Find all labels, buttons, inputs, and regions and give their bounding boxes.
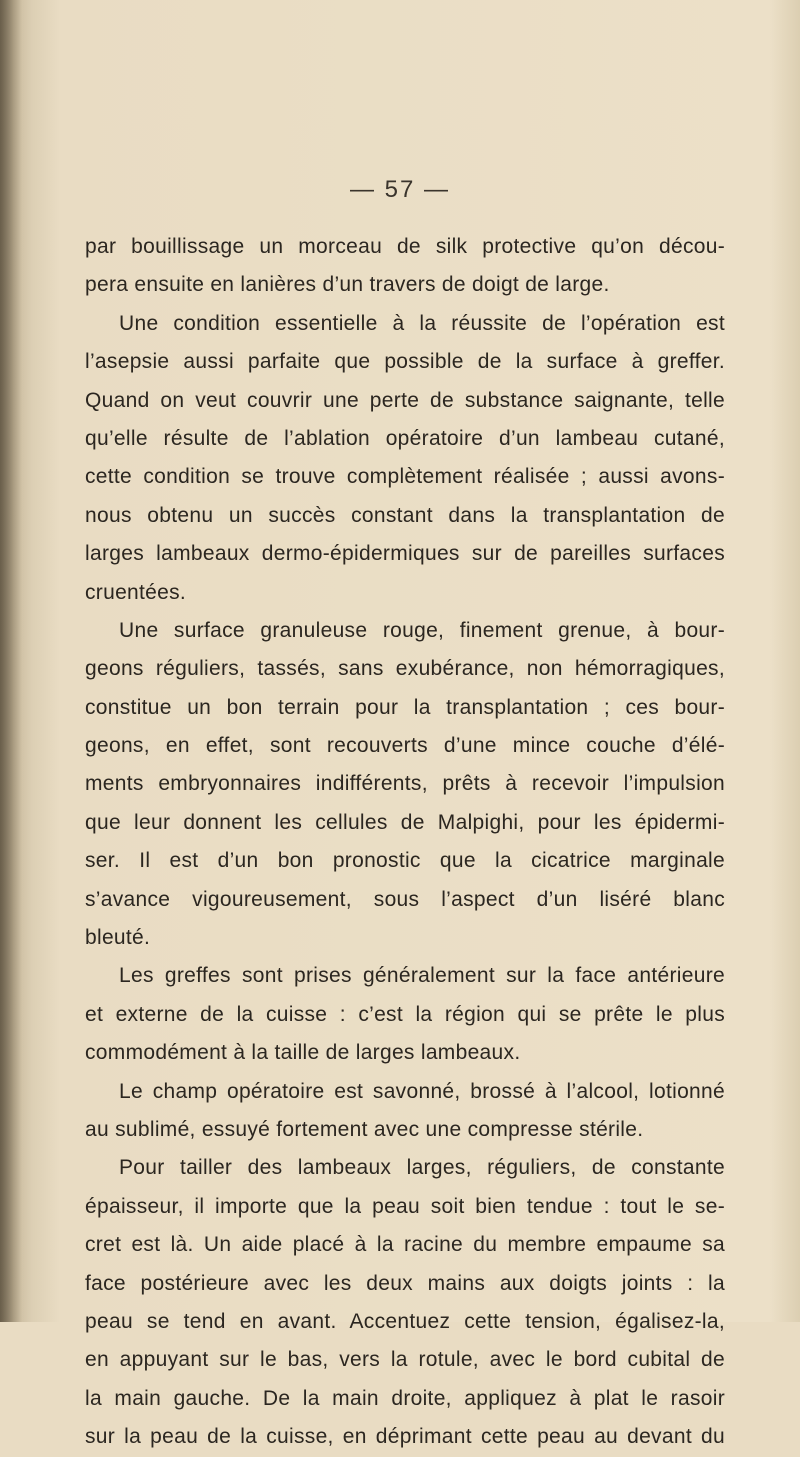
text-line: l’asepsie aussi parfaite que possible de la surface à greffer. [85,350,725,374]
page-number: — 57 — [349,176,451,203]
text-line: larges lambeaux dermo-épidermiques sur de pareilles surfaces [85,542,725,566]
text-line: que leur donnent les cellules de Malpighi, pour les épidermi- [85,810,725,834]
text-line: Les greffes sont prises généralement sur la face antérieure [119,964,725,988]
text-line: cret est là. Un aide placé à la racine du membre empaume sa [85,1233,725,1257]
body-text [85,228,725,1457]
text-line: qu’elle résulte de l’ablation opératoire d’un lambeau cutané, [85,426,725,450]
text-line: constitue un bon terrain pour la transplantation ; ces bour- [85,695,725,719]
text-line: par bouillissage un morceau de silk protective qu’on décou- [85,235,725,258]
text-line: geons, en effet, sont recouverts d’une mince couche d’élé- [85,734,725,758]
text-line: cruentées. [85,580,187,604]
text-line: geons réguliers, tassés, sans exubérance, non hémorragiques, [85,657,725,681]
text-line: épaisseur, il importe que la peau soit bien tendue : tout le se- [85,1194,725,1218]
text-line: cette condition se trouve complètement réalisée ; aussi avons- [85,465,725,489]
text-line: et externe de la cuisse : c’est la région qui se prête le plus [85,1002,725,1026]
text-line: ments embryonnaires indifférents, prêts à recevoir l’impulsion [85,772,725,796]
text-line: s’avance vigoureusement, sous l’aspect d’un liséré blanc [85,887,725,911]
text-line: au sublimé, essuyé fortement avec une compresse stérile. [85,1117,644,1141]
text-line: Une surface granuleuse rouge, finement grenue, à bour- [119,618,725,642]
text-line: sur la peau de la cuisse, en déprimant cette peau au devant du [85,1425,725,1449]
text-line: face postérieure avec les deux mains aux doigts joints : la [85,1271,725,1295]
text-line: Le champ opératoire est savonné, brossé à l’alcool, lotionné [119,1079,725,1103]
text-line: pera ensuite en lanières d’un travers de doigt de large. [85,273,610,297]
text-line: peau se tend en avant. Accentuez cette tension, égalisez-la, [85,1309,725,1333]
text-line: Quand on veut couvrir une perte de substance saignante, telle [85,388,725,412]
text-line: nous obtenu un succès constant dans la transplantation de [85,503,725,527]
text-line: bleuté. [85,926,151,950]
text-line: Une condition essentielle à la réussite de l’opération est [119,311,725,335]
text-line: en appuyant sur le bas, vers la rotule, avec le bord cubital de [85,1348,725,1372]
text-line: ser. Il est d’un bon pronostic que la cicatrice marginale [85,849,725,873]
text-line: commodément à la taille de larges lambeaux. [85,1041,521,1065]
text-line: Pour tailler des lambeaux larges, réguliers, de constante [119,1156,725,1180]
text-line: la main gauche. De la main droite, appliquez à plat le rasoir [85,1386,725,1410]
